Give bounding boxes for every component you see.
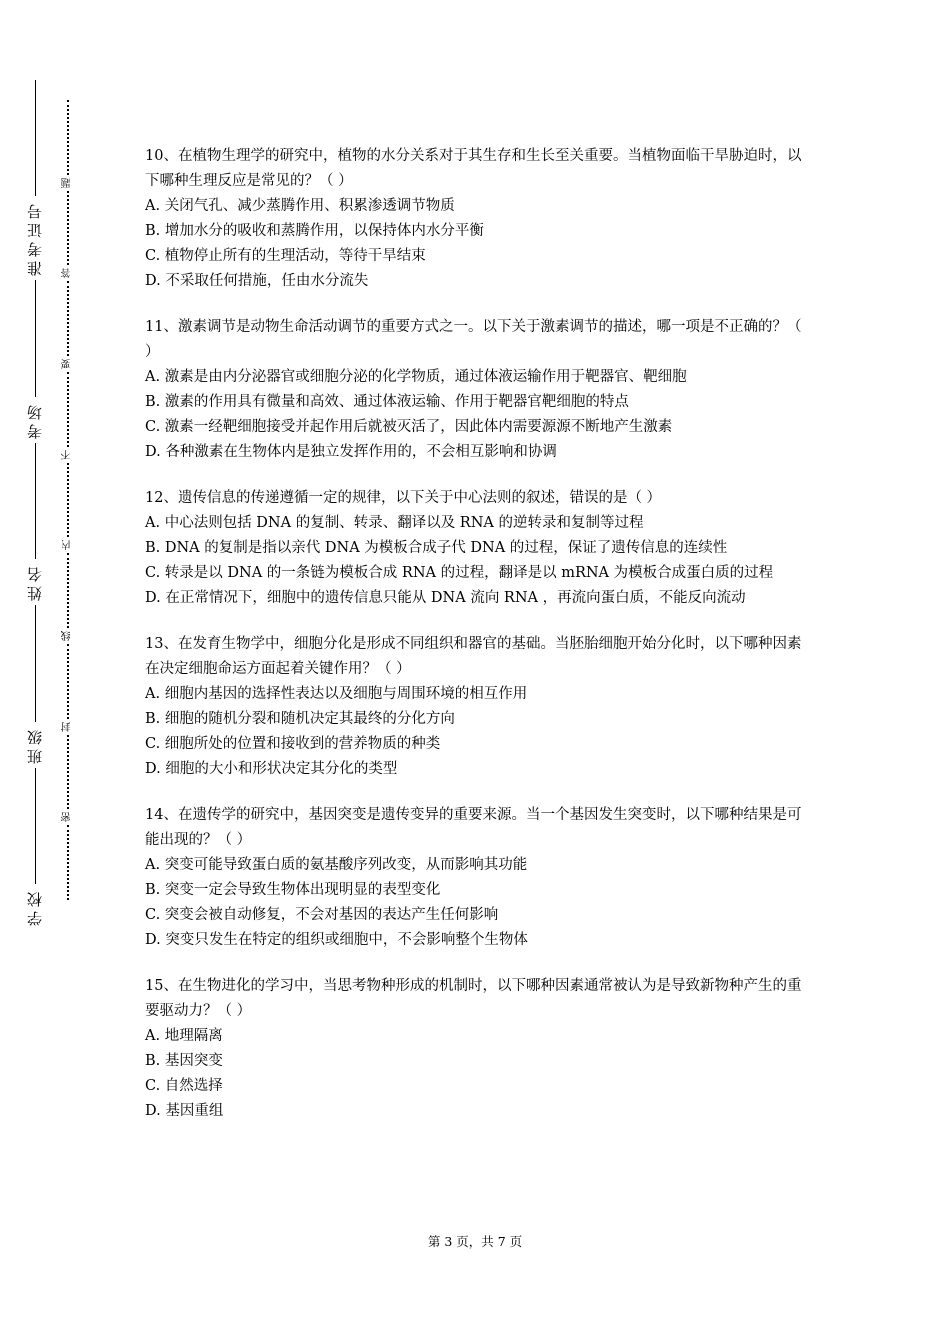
question-10 <box>145 144 810 294</box>
option-b: B. 基因突变 <box>145 1053 223 1069</box>
option-b: B. DNA 的复制是指以亲代 DNA 为模板合成子代 DNA 的过程，保证了遗传信息的连续性 <box>145 540 728 556</box>
option-b: B. 增加水分的吸收和蒸腾作用，以保持体内水分平衡 <box>145 223 484 239</box>
option-b: B. 突变一定会导致生物体出现明显的表型变化 <box>145 882 441 898</box>
question-13 <box>145 632 810 782</box>
question-list <box>145 144 810 1145</box>
seal-char: 内 <box>62 540 73 551</box>
option-a: A. 中心法则包括 DNA 的复制、转录、翻译以及 RNA 的逆转录和复制等过程 <box>145 515 644 531</box>
binding-line <box>35 280 36 396</box>
question-stem: 12、遗传信息的传递遵循一定的规律，以下关于中心法则的叙述，错误的是（ ） <box>145 490 662 506</box>
option-c: C. 突变会被自动修复，不会对基因的表达产生任何影响 <box>145 907 499 923</box>
binding-fields <box>20 80 50 930</box>
question-stem: 10、在植物生理学的研究中，植物的水分关系对于其生存和生长至关重要。当植物面临干旱胁迫时，以下哪种生理反应是常见的？（ ） <box>145 148 802 189</box>
question-14 <box>145 803 810 953</box>
option-d: D. 各种激素在生物体内是独立发挥作用的，不会相互影响和协调 <box>145 444 557 460</box>
binding-margin <box>20 80 60 930</box>
field-label-school: 学校 <box>26 888 44 927</box>
option-a: A. 突变可能导致蛋白质的氨基酸序列改变，从而影响其功能 <box>145 857 528 873</box>
option-c: C. 转录是以 DNA 的一条链为模板合成 RNA 的过程，翻译是以 mRNA 为模板合成蛋白质的过程 <box>145 565 774 581</box>
question-stem: 15、在生物进化的学习中，当思考物种形成的机制时，以下哪种因素通常被认为是导致新物种产生的重要驱动力？（ ） <box>145 978 802 1019</box>
field-label-class: 班级 <box>26 725 44 764</box>
option-c: C. 自然选择 <box>145 1078 223 1094</box>
option-a: A. 细胞内基因的选择性表达以及细胞与周围环境的相互作用 <box>145 686 528 702</box>
binding-line <box>35 443 36 559</box>
question-stem: 14、在遗传学的研究中，基因突变是遗传变异的重要来源。当一个基因发生突变时，以下哪种结果是可能出现的？（ ） <box>145 807 802 848</box>
question-11 <box>145 315 810 465</box>
option-b: B. 细胞的随机分裂和随机决定其最终的分化方向 <box>145 711 455 727</box>
option-a: A. 关闭气孔、减少蒸腾作用、积累渗透调节物质 <box>145 198 455 214</box>
question-15 <box>145 974 810 1124</box>
seal-char: 封 <box>62 721 73 732</box>
option-c: C. 细胞所处的位置和接收到的营养物质的种类 <box>145 736 441 752</box>
question-stem: 11、激素调节是动物生命活动调节的重要方式之一。以下关于激素调节的描述，哪一项是不正确的？（ ） <box>145 319 802 360</box>
option-d: D. 在正常情况下，细胞中的遗传信息只能从 DNA 流向 RNA ，再流向蛋白质，不能反向流动 <box>145 590 746 606</box>
seal-line <box>58 100 78 900</box>
option-d: D. 基因重组 <box>145 1103 224 1119</box>
binding-line <box>35 80 36 196</box>
question-stem: 13、在发育生物学中，细胞分化是形成不同组织和器官的基础。当胚胎细胞开始分化时，以下哪种因素在决定细胞命运方面起着关键作用？（ ） <box>145 636 802 677</box>
seal-char: 不 <box>62 449 73 460</box>
seal-char: 线 <box>62 631 73 642</box>
seal-char: 要 <box>62 359 73 370</box>
binding-line <box>35 605 36 721</box>
option-d: D. 突变只发生在特定的组织或细胞中，不会影响整个生物体 <box>145 932 528 948</box>
option-c: C. 激素一经靶细胞接受并起作用后就被灭活了，因此体内需要源源不断地产生激素 <box>145 419 673 435</box>
seal-char: 密 <box>62 812 73 823</box>
question-12 <box>145 486 810 611</box>
field-label-name: 姓名 <box>26 563 44 602</box>
seal-char: 题 <box>62 177 73 188</box>
option-d: D. 细胞的大小和形状决定其分化的类型 <box>145 761 398 777</box>
option-a: A. 地理隔离 <box>145 1028 223 1044</box>
field-label-admission-number: 准考证号 <box>26 200 44 277</box>
field-label-exam-room: 考场 <box>26 400 44 439</box>
binding-line <box>35 768 36 884</box>
option-c: C. 植物停止所有的生理活动，等待干旱结束 <box>145 248 426 264</box>
seal-char: 答 <box>62 268 73 279</box>
option-b: B. 激素的作用具有微量和高效、通过体液运输、作用于靶器官靶细胞的特点 <box>145 394 629 410</box>
page-footer: 第 3 页，共 7 页 <box>427 1234 523 1249</box>
option-a: A. 激素是由内分泌器官或细胞分泌的化学物质，通过体液运输作用于靶器官、靶细胞 <box>145 369 687 385</box>
option-d: D. 不采取任何措施，任由水分流失 <box>145 273 369 289</box>
